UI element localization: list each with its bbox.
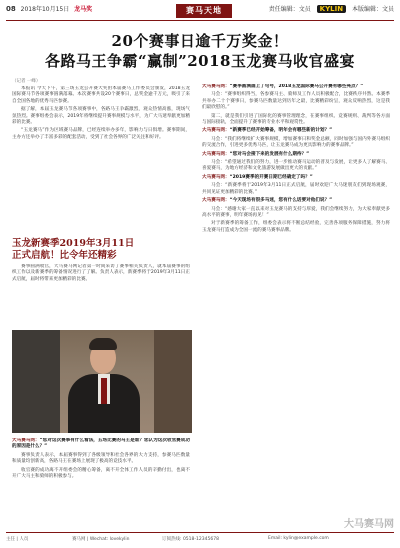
right-column-qa: [202, 84, 390, 526]
page-footer: [6, 519, 394, 545]
headline-line-1: 20个赛事日逾千万奖金！: [111, 32, 289, 50]
footer-wechat: 赛马网 | Wechat: lovekylin: [72, 537, 130, 542]
qa-question: 大马赛马网：“您对马会接下来的发展有什么期待？”: [202, 151, 310, 157]
qa-question: 大马赛马网：“2019赛季的开赛日期已经确定了吗？”: [202, 174, 313, 180]
qa-question: 大马赛马网：“今天现场有很多马迷，您有什么话要对他们说？”: [202, 198, 333, 204]
paragraph: 赛事圆满收官，大马赛马网记者第一时间采访了赛事相关负责人，就本届赛事的组织工作以及新赛季的筹备情况进行了了解。负责人表示，新赛季将于2019年3月11日正式启航，届时将带来更加精彩的比赛。: [12, 264, 190, 282]
left-column-qa: [12, 438, 190, 526]
kylin-logo: KYLIN: [317, 5, 346, 13]
footer-hotline: 订阅热线: 0518-12345678: [162, 537, 219, 542]
paragraph: “玉龙赛马”作为区域赛马品牌，已经连续举办多年，影响力与日俱增。赛事期间，主办方还举办了丰富多彩的配套活动，受到了社会各界的广泛关注和好评。: [12, 128, 190, 140]
issue-date: 2018年10月15日: [20, 6, 70, 13]
paragraph: 收官赛的成功离不开组委会的精心筹备，离不开全体工作人员的辛勤付出，也离不开广大马主和骑师的积极参与。: [12, 467, 190, 480]
watermark: 大马赛马网: [344, 519, 394, 530]
header-left: [6, 4, 92, 13]
paragraph: 马会：“我们将继续扩大赛事规模，增加赛事日和奖金总额，同时加强与国内外赛马组织的交流合作，引进更多优秀马匹，让玉龙赛马成为更具影响力的赛事品牌。”: [202, 136, 390, 149]
paragraph: 赛事负责人表示，本届赛事得到了各级领导和社会各界的大力支持，参赛马匹数量和质量均创新高，各路马王在赛场上展现了极高的竞技水平。: [12, 452, 190, 465]
header-rule: [6, 20, 394, 21]
paragraph: 马会：“希望通过我们的努力，进一步推动赛马运动的普及与发展，让更多人了解赛马、喜爱赛马，为地方经济和文化旅游发展做出更大的贡献。”: [202, 160, 390, 172]
footer-email: Email: kylin@example.com: [268, 536, 329, 541]
byline: （记者 一峰）: [12, 79, 41, 84]
left-column-intro: [12, 264, 190, 324]
interview-photo: [12, 330, 192, 433]
headline-line-2: 各路马王争霸“赢制”2018玉龙赛马收官盛宴: [44, 52, 355, 70]
subheadline-line-2: 正式启航！比令年还精彩: [12, 250, 117, 261]
page-number: 08: [6, 5, 16, 13]
paragraph: 对于新赛季的筹备工作，组委会表示将不断总结经验，完善各项服务保障措施，努力将玉龙赛马打造成为全国一流的赛马赛事品牌。: [202, 221, 390, 233]
editor-name: 文员: [298, 6, 311, 13]
paragraph: 马会：“新赛季将于2019年3月11日正式启航，届时欢迎广大马迷朋友们到现场观赛，共同见证更加精彩的比赛。”: [202, 183, 390, 195]
left-column-body: [12, 86, 190, 226]
page-meta: 本版编辑：文员: [351, 6, 394, 13]
editor-label: 责任编辑：: [268, 6, 299, 13]
page-header: [0, 0, 400, 22]
paragraph: 马会：“赛事组织得当，各参赛马主、骑师及工作人员积极配合，比赛秩序井然。本赛季共举办二十个赛事日，参赛马匹数量达到历年之最，比赛精彩纷呈，观众反响热烈，这是我们最欣慰的。”: [202, 92, 390, 111]
qa-question: 大马赛马网：“新赛季已经开始筹备，明年会有哪些新的计划？”: [202, 128, 333, 134]
section-title: 赛马天地: [176, 4, 232, 18]
footer-staff: 主任 | 人员: [6, 537, 29, 542]
qa-question: 大马赛马网：“赛季圆满画上了句号，2018玉龙国际赛马公开赛有哪些亮点？”: [202, 84, 364, 89]
header-right: [269, 4, 394, 13]
qa-question: 大马赛马网：“您对这次赛事有什么看法，五场比赛的马王是谁？您认为这次收官赛成功的原因是什么？”: [12, 438, 190, 450]
paper-brand: 龙马奖: [74, 6, 93, 13]
paragraph: 据了解，本届玉龙赛马节各项赛事中，各路马王争霸激烈，观众热情高涨，现场气氛热烈。赛事组委会表示，2019年将继续提升赛事规模与水平，为广大马迷奉献更加精彩的比赛。: [12, 107, 190, 126]
paragraph: 马会：“感谢大家一直以来对玉龙赛马的支持与厚爱，我们会继续努力，为大家奉献更多高水平的赛事，明年赛场再见！”: [202, 206, 390, 218]
subheadline-line-1: 玉龙新赛季2019年3月11日: [12, 238, 135, 249]
paragraph: 本报讯 今天下午，第三场玉龙公开赛大奖由本届赛马工作委员会颁发，2018玉龙国际赛马节各项赛事圆满落幕。本次赛事共设20个赛事日，总奖金逾千万元，吸引了来自全国各地的优秀马匹参赛。: [12, 86, 190, 104]
paragraph: 第二，就是我们引进了国际化的赛事管理理念，在赛事组织、竞赛规则、裁判等各方面与国际接轨，全面提升了赛事的专业水平和观赏性。: [202, 113, 390, 126]
